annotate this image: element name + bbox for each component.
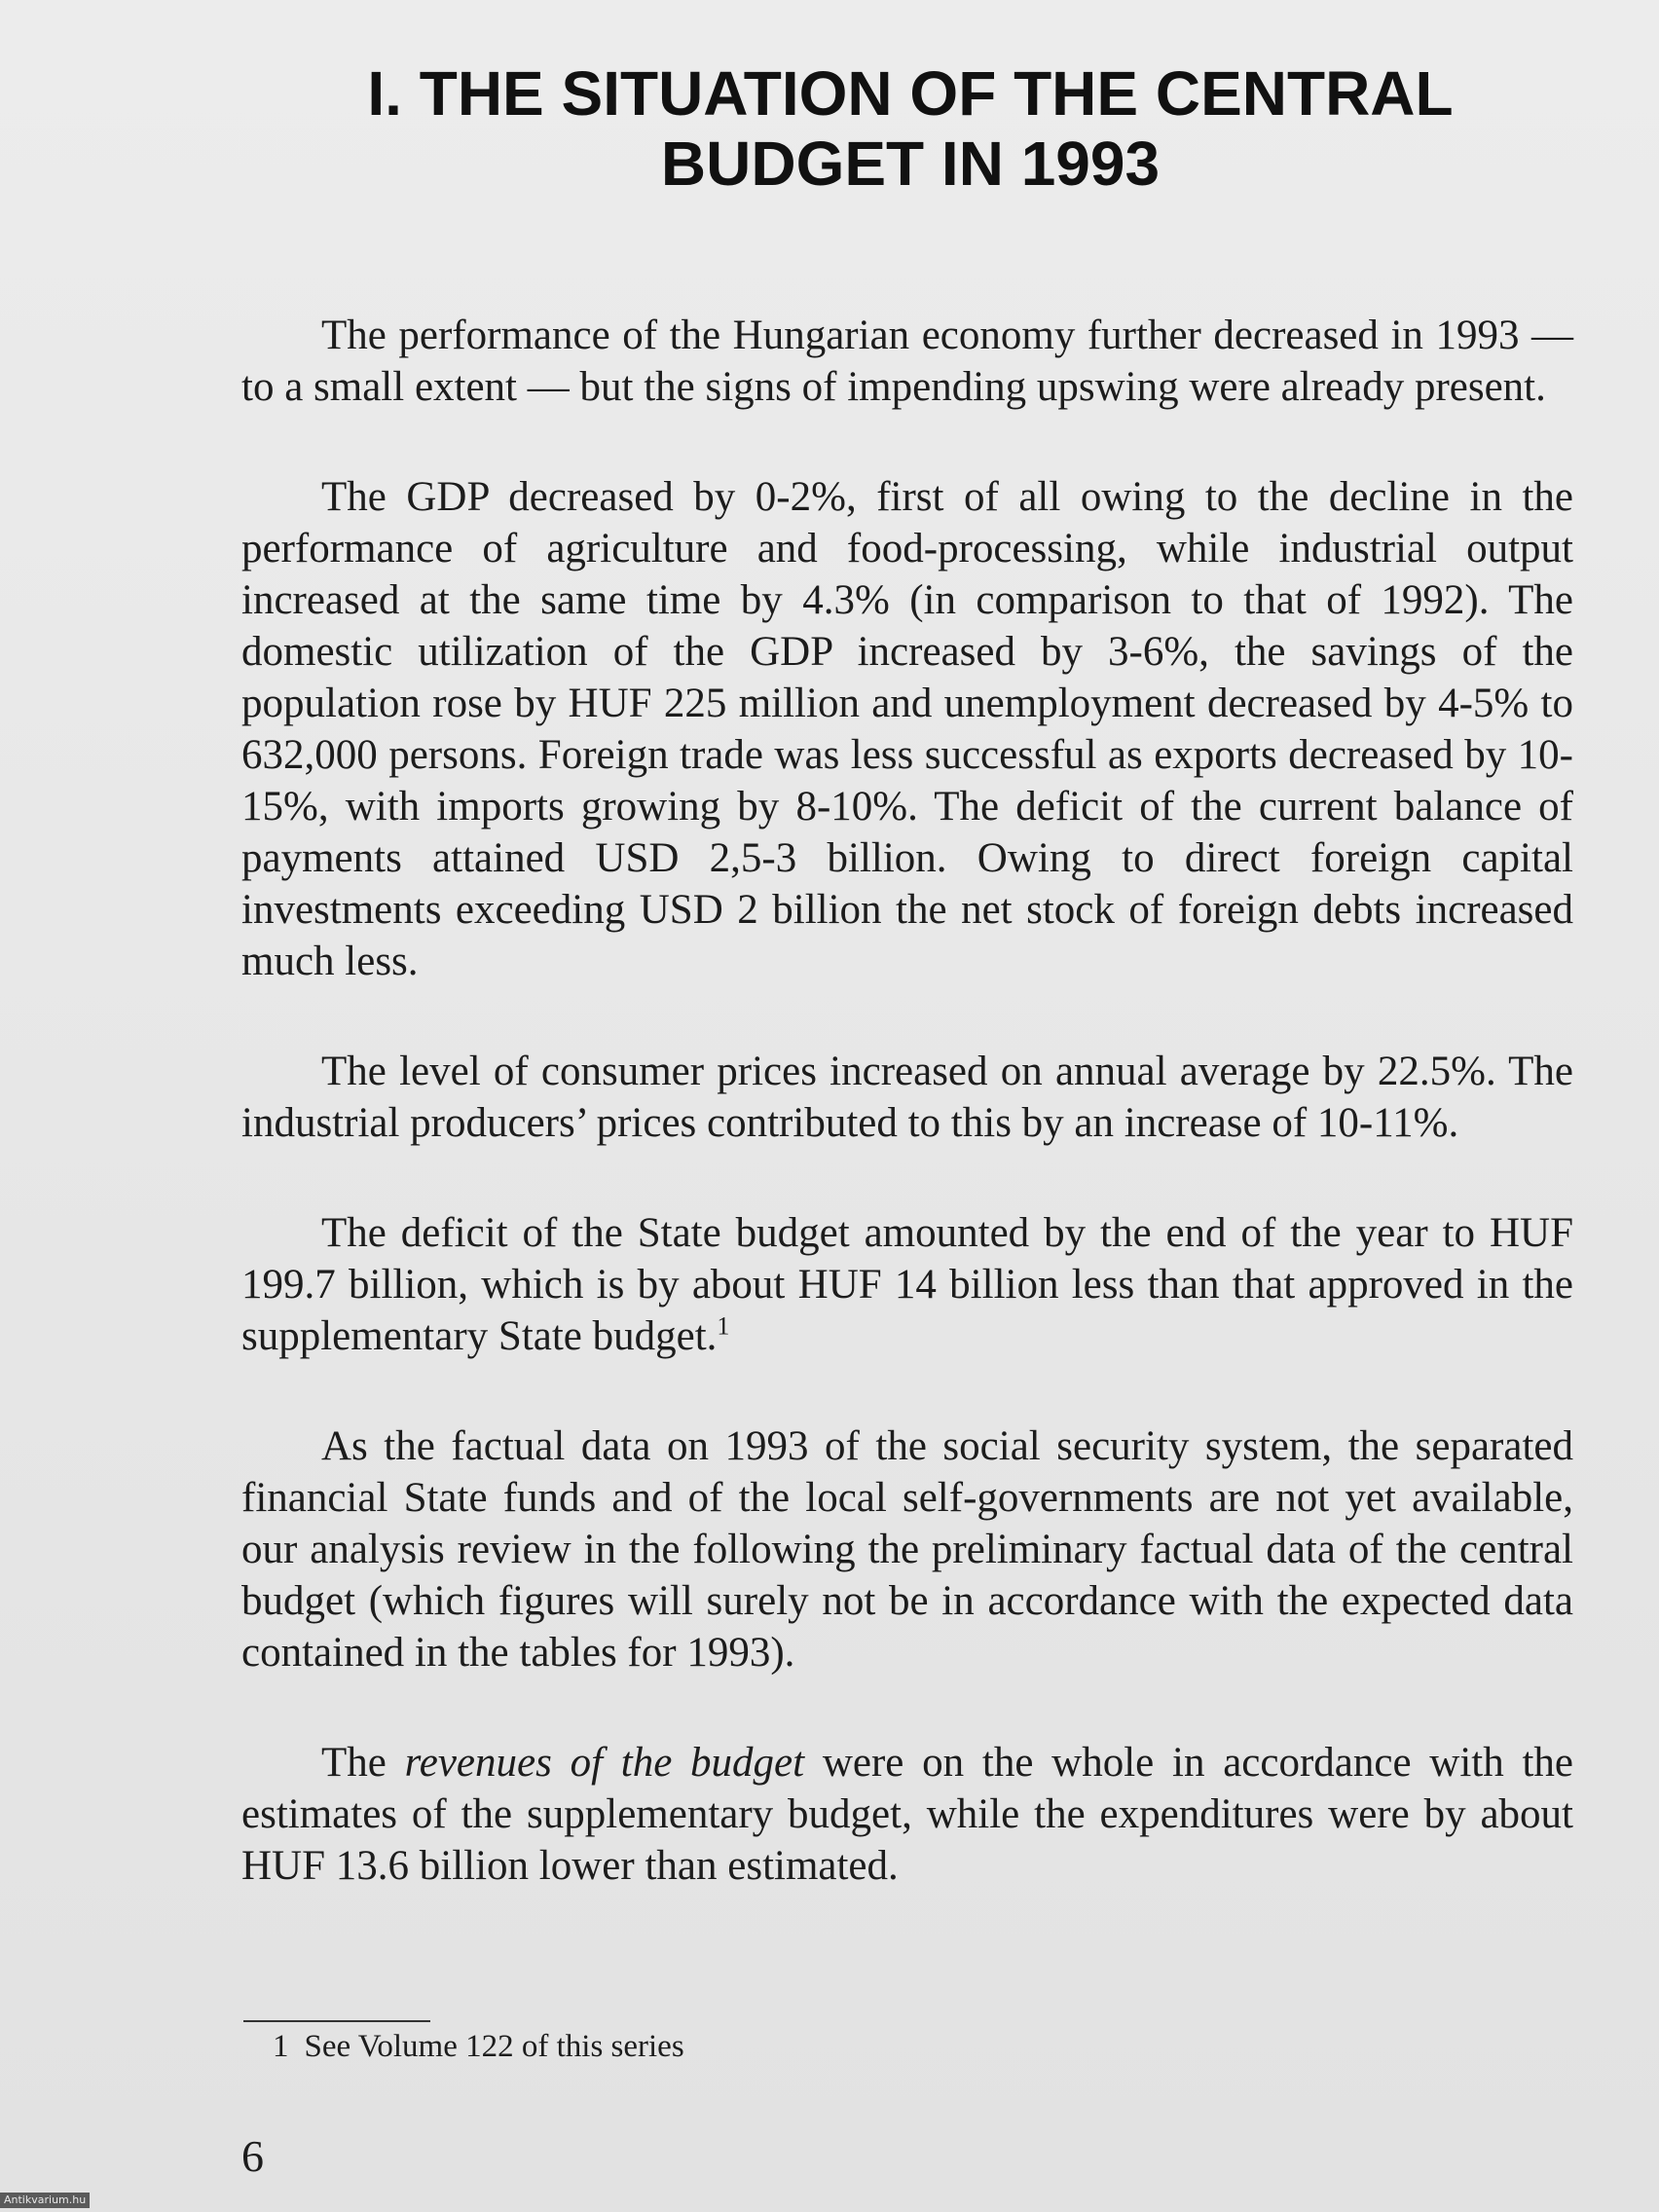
- page-number: 6: [241, 2131, 264, 2181]
- paragraph-state-budget-deficit: [241, 1207, 1573, 1362]
- chapter-heading-line-1: I. THE SITUATION OF THE CENTRAL: [367, 58, 1454, 129]
- paragraph-revenues-end: were on the whole in accordance with the estimates of the supplementary budget, while the expenditures were by about HUF 13.6 billion lower than estimated.: [241, 1740, 1574, 1889]
- paragraph-gdp: The GDP decreased by 0-2%, first of all owing to the decline in the performance of agriculture and food-processing, while industrial output increased at the same time by 4.3% (in comparison to that of 1992). The domestic utilization of the GDP increased by 3-6%, the savings of the population rose by HUF 225 million and unemployment decreased by 4-5% to 632,000 persons. Foreign trade was less successful as exports decreased by 10-15%, with imports growing by 8-10%. The deficit of the current balance of payments attained USD 2,5-3 billion. Owing to direct foreign capital investments exceeding USD 2 billion the net stock of foreign debts increased much less.: [241, 474, 1573, 984]
- paragraph-revenues-start: The: [321, 1740, 405, 1786]
- chapter-heading-line-2: BUDGET IN 1993: [660, 129, 1161, 199]
- chapter-heading: [243, 58, 1577, 199]
- watermark: Antikvarium.hu: [0, 2193, 90, 2208]
- paragraph-revenues: [241, 1737, 1573, 1892]
- footnote-divider: [243, 2020, 430, 2022]
- paragraph-economy-performance: The performance of the Hungarian economy further decreased in 1993 — to a small extent — but the signs of impending upswing were already present.: [241, 313, 1573, 410]
- paragraph-revenues-emphasis: revenues of the budget: [404, 1740, 805, 1786]
- paragraph-factual-data: As the factual data on 1993 of the social security system, the separated financial State funds and of the local self-governments are not yet available, our analysis review in the following the preliminary factual data of the central budget (which figures will surely not be in accordance with the expected data contained in the tables for 1993).: [241, 1423, 1573, 1676]
- footnote-reference: 1: [717, 1311, 730, 1341]
- paragraph-state-budget-deficit-text: The deficit of the State budget amounted by the end of the year to HUF 199.7 billion, which is by about HUF 14 billion less than that approved in the supplementary State budget.: [241, 1210, 1573, 1359]
- body-text: [241, 310, 1573, 1950]
- footnote: [273, 2027, 684, 2066]
- footnote-text: See Volume 122 of this series: [304, 2029, 684, 2064]
- footnote-number: 1: [273, 2029, 289, 2064]
- paragraph-consumer-prices: The level of consumer prices increased on annual average by 22.5%. The industrial producers’ prices contributed to this by an increase of 10-11%.: [241, 1049, 1573, 1146]
